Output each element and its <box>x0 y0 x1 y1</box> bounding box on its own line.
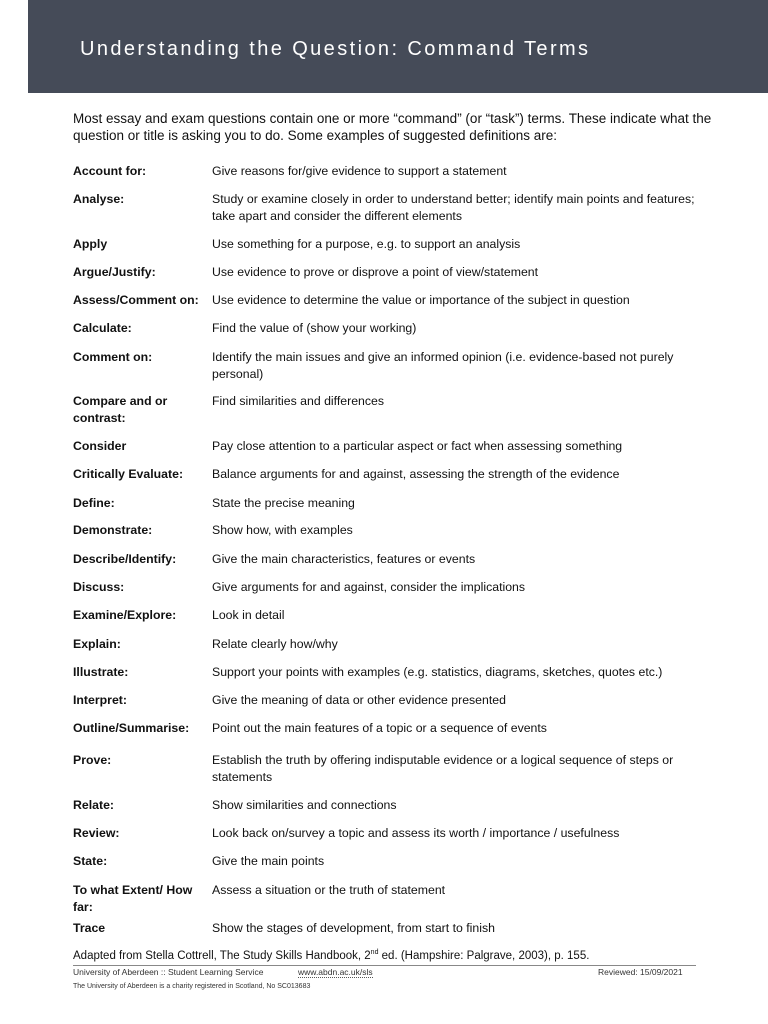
intro-paragraph: Most essay and exam questions contain one or more “command” (or “task”) terms. These indicate what the question or title is asking you to do. Some examples of suggested definitions are: <box>73 111 712 143</box>
term-definition: State the precise meaning <box>212 496 355 510</box>
term-label: Define: <box>73 496 115 510</box>
citation-text-end: ed. (Hampshire: Palgrave, 2003), p. 155. <box>378 949 590 962</box>
term-definition: Balance arguments for and against, assessing the strength of the evidence <box>212 467 620 481</box>
term-definition: Find similarities and differences <box>212 394 385 408</box>
term-definition: Support your points with examples (e.g. statistics, diagrams, sketches, quotes etc.) <box>212 665 663 679</box>
term-label: Assess/Comment on: <box>73 293 199 307</box>
term-label: Calculate: <box>73 321 132 335</box>
term-definition: Show similarities and connections <box>212 798 397 812</box>
footer-institution: University of Aberdeen :: Student Learning Service <box>73 967 264 977</box>
term-label: Demonstrate: <box>73 523 153 537</box>
page-header <box>28 0 768 93</box>
term-definition: Identify the main issues and give an informed opinion (i.e. evidence-based not purely personal) <box>212 350 674 381</box>
term-label: Discuss: <box>73 580 125 594</box>
term-label: Interpret: <box>73 693 127 707</box>
term-label: Examine/Explore: <box>73 608 177 622</box>
footer-website-link[interactable]: www.abdn.ac.uk/sls <box>298 967 373 977</box>
term-definition: Use evidence to prove or disprove a point of view/statement <box>212 265 539 279</box>
term-definition: Look in detail <box>212 608 285 622</box>
term-label: Describe/Identify: <box>73 552 177 566</box>
term-definition: Give the main characteristics, features or events <box>212 552 476 566</box>
citation <box>73 949 589 962</box>
term-definition: Point out the main features of a topic or a sequence of events <box>212 721 547 735</box>
term-definition: Look back on/survey a topic and assess its worth / importance / usefulness <box>212 826 620 840</box>
term-definition: Use something for a purpose, e.g. to support an analysis <box>212 237 521 251</box>
term-label: Comment on: <box>73 350 153 364</box>
term-definition: Establish the truth by offering indisputable evidence or a logical sequence of steps or statements <box>212 753 674 784</box>
term-label: Consider <box>73 439 127 453</box>
term-label: Prove: <box>73 753 112 767</box>
term-definition: Give the main points <box>212 854 325 868</box>
footer-divider <box>73 965 696 966</box>
term-definition: Study or examine closely in order to understand better; identify main points and features; take apart and consider the different elements <box>212 192 695 223</box>
term-label: State: <box>73 854 108 868</box>
term-label: Critically Evaluate: <box>73 467 184 481</box>
term-label: Trace <box>73 921 106 935</box>
term-definition: Show the stages of development, from start to finish <box>212 921 495 935</box>
term-label: To what Extent/ How far: <box>73 883 193 914</box>
term-definition: Assess a situation or the truth of statement <box>212 883 446 897</box>
term-label: Relate: <box>73 798 115 812</box>
page-title: Understanding the Question: Command Terms <box>80 38 591 60</box>
term-definition: Give arguments for and against, consider the implications <box>212 580 526 594</box>
term-label: Review: <box>73 826 120 840</box>
term-label: Compare and or contrast: <box>73 394 168 425</box>
term-definition: Use evidence to determine the value or importance of the subject in question <box>212 293 630 307</box>
term-label: Outline/Summarise: <box>73 721 190 735</box>
term-definition: Find the value of (show your working) <box>212 321 417 335</box>
term-label: Explain: <box>73 637 121 651</box>
term-label: Illustrate: <box>73 665 129 679</box>
term-label: Account for: <box>73 164 147 178</box>
term-label: Apply <box>73 237 108 251</box>
term-definition: Give reasons for/give evidence to support a statement <box>212 164 507 178</box>
citation-text: Adapted from Stella Cottrell, The Study Skills Handbook, 2 <box>73 949 371 962</box>
term-label: Argue/Justify: <box>73 265 156 279</box>
term-definition: Give the meaning of data or other evidence presented <box>212 693 506 707</box>
footer-charity-notice: The University of Aberdeen is a charity registered in Scotland, No SC013683 <box>73 983 311 990</box>
term-definition: Show how, with examples <box>212 523 353 537</box>
term-definition: Relate clearly how/why <box>212 637 338 651</box>
term-definition: Pay close attention to a particular aspect or fact when assessing something <box>212 439 623 453</box>
footer-reviewed-date: Reviewed: 15/09/2021 <box>598 967 683 977</box>
term-label: Analyse: <box>73 192 125 206</box>
citation-superscript: nd <box>370 949 379 956</box>
